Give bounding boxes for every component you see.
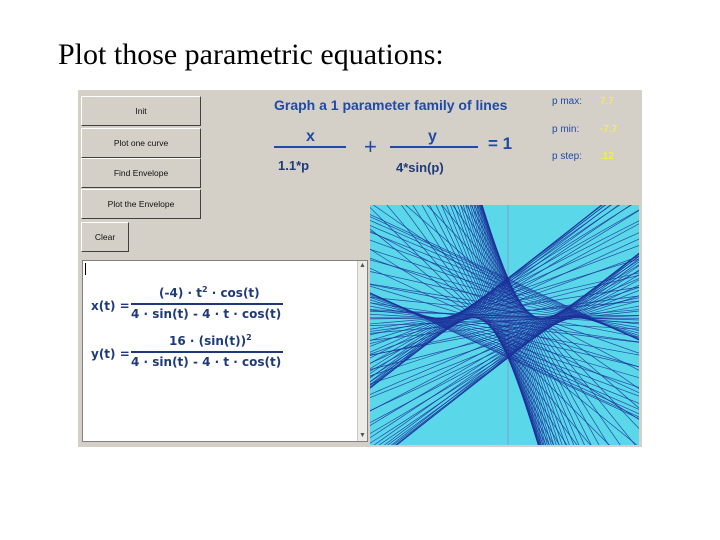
y-equation-lhs: y(t) = (91, 347, 130, 361)
slide-title: Plot those parametric equations: (58, 38, 444, 71)
p-min-label: p min: (552, 124, 580, 135)
p-min-value[interactable]: -7.7 (600, 124, 618, 135)
y-fraction-bar (131, 351, 283, 353)
x-equation-lhs: x(t) = (91, 299, 130, 313)
p-step-label: p step: (552, 151, 583, 162)
x-variable-label: x (306, 128, 315, 145)
x-equation-numerator: $(-4) \cdot t^2 \cdot \cos(t)$ (159, 285, 260, 300)
plot-canvas (370, 205, 639, 445)
find-envelope-button[interactable]: Find Envelope (81, 158, 201, 188)
x-denominator-expr[interactable]: 1.1*p (278, 158, 310, 173)
x-equation-denominator: 4 · sin(t) - 4 · t · cos(t) (131, 307, 282, 321)
line-family-plot[interactable] (370, 205, 639, 445)
header-title: Graph a 1 parameter family of lines (274, 97, 508, 113)
y-equation-denominator: 4 · sin(t) - 4 · t · cos(t) (131, 355, 282, 369)
y-variable-label: y (428, 128, 437, 145)
y-equation-numerator: $16 \cdot (\sin(t))^2$ (169, 333, 252, 348)
plot-envelope-button[interactable]: Plot the Envelope (81, 189, 201, 219)
x-fraction-bar (131, 303, 283, 305)
plot-one-curve-button[interactable]: Plot one curve (81, 128, 201, 158)
text-cursor (85, 263, 86, 275)
y-denominator-expr[interactable]: 4*sin(p) (396, 160, 444, 175)
p-step-value[interactable]: .12 (600, 151, 614, 162)
app-window (78, 90, 642, 447)
equals-one: = 1 (488, 134, 513, 153)
plus-sign: + (364, 134, 377, 159)
result-scrollbar[interactable] (357, 261, 367, 441)
result-output-area[interactable] (82, 260, 368, 442)
scroll-up-icon[interactable]: ▲ (359, 262, 366, 269)
y-blank-line (390, 146, 478, 148)
scroll-down-icon[interactable]: ▼ (359, 432, 366, 439)
p-max-value[interactable]: 7.7 (600, 96, 614, 107)
p-max-label: p max: (552, 96, 583, 107)
clear-button[interactable]: Clear (81, 222, 129, 252)
init-button[interactable]: Init (81, 96, 201, 126)
x-blank-line (274, 146, 346, 148)
